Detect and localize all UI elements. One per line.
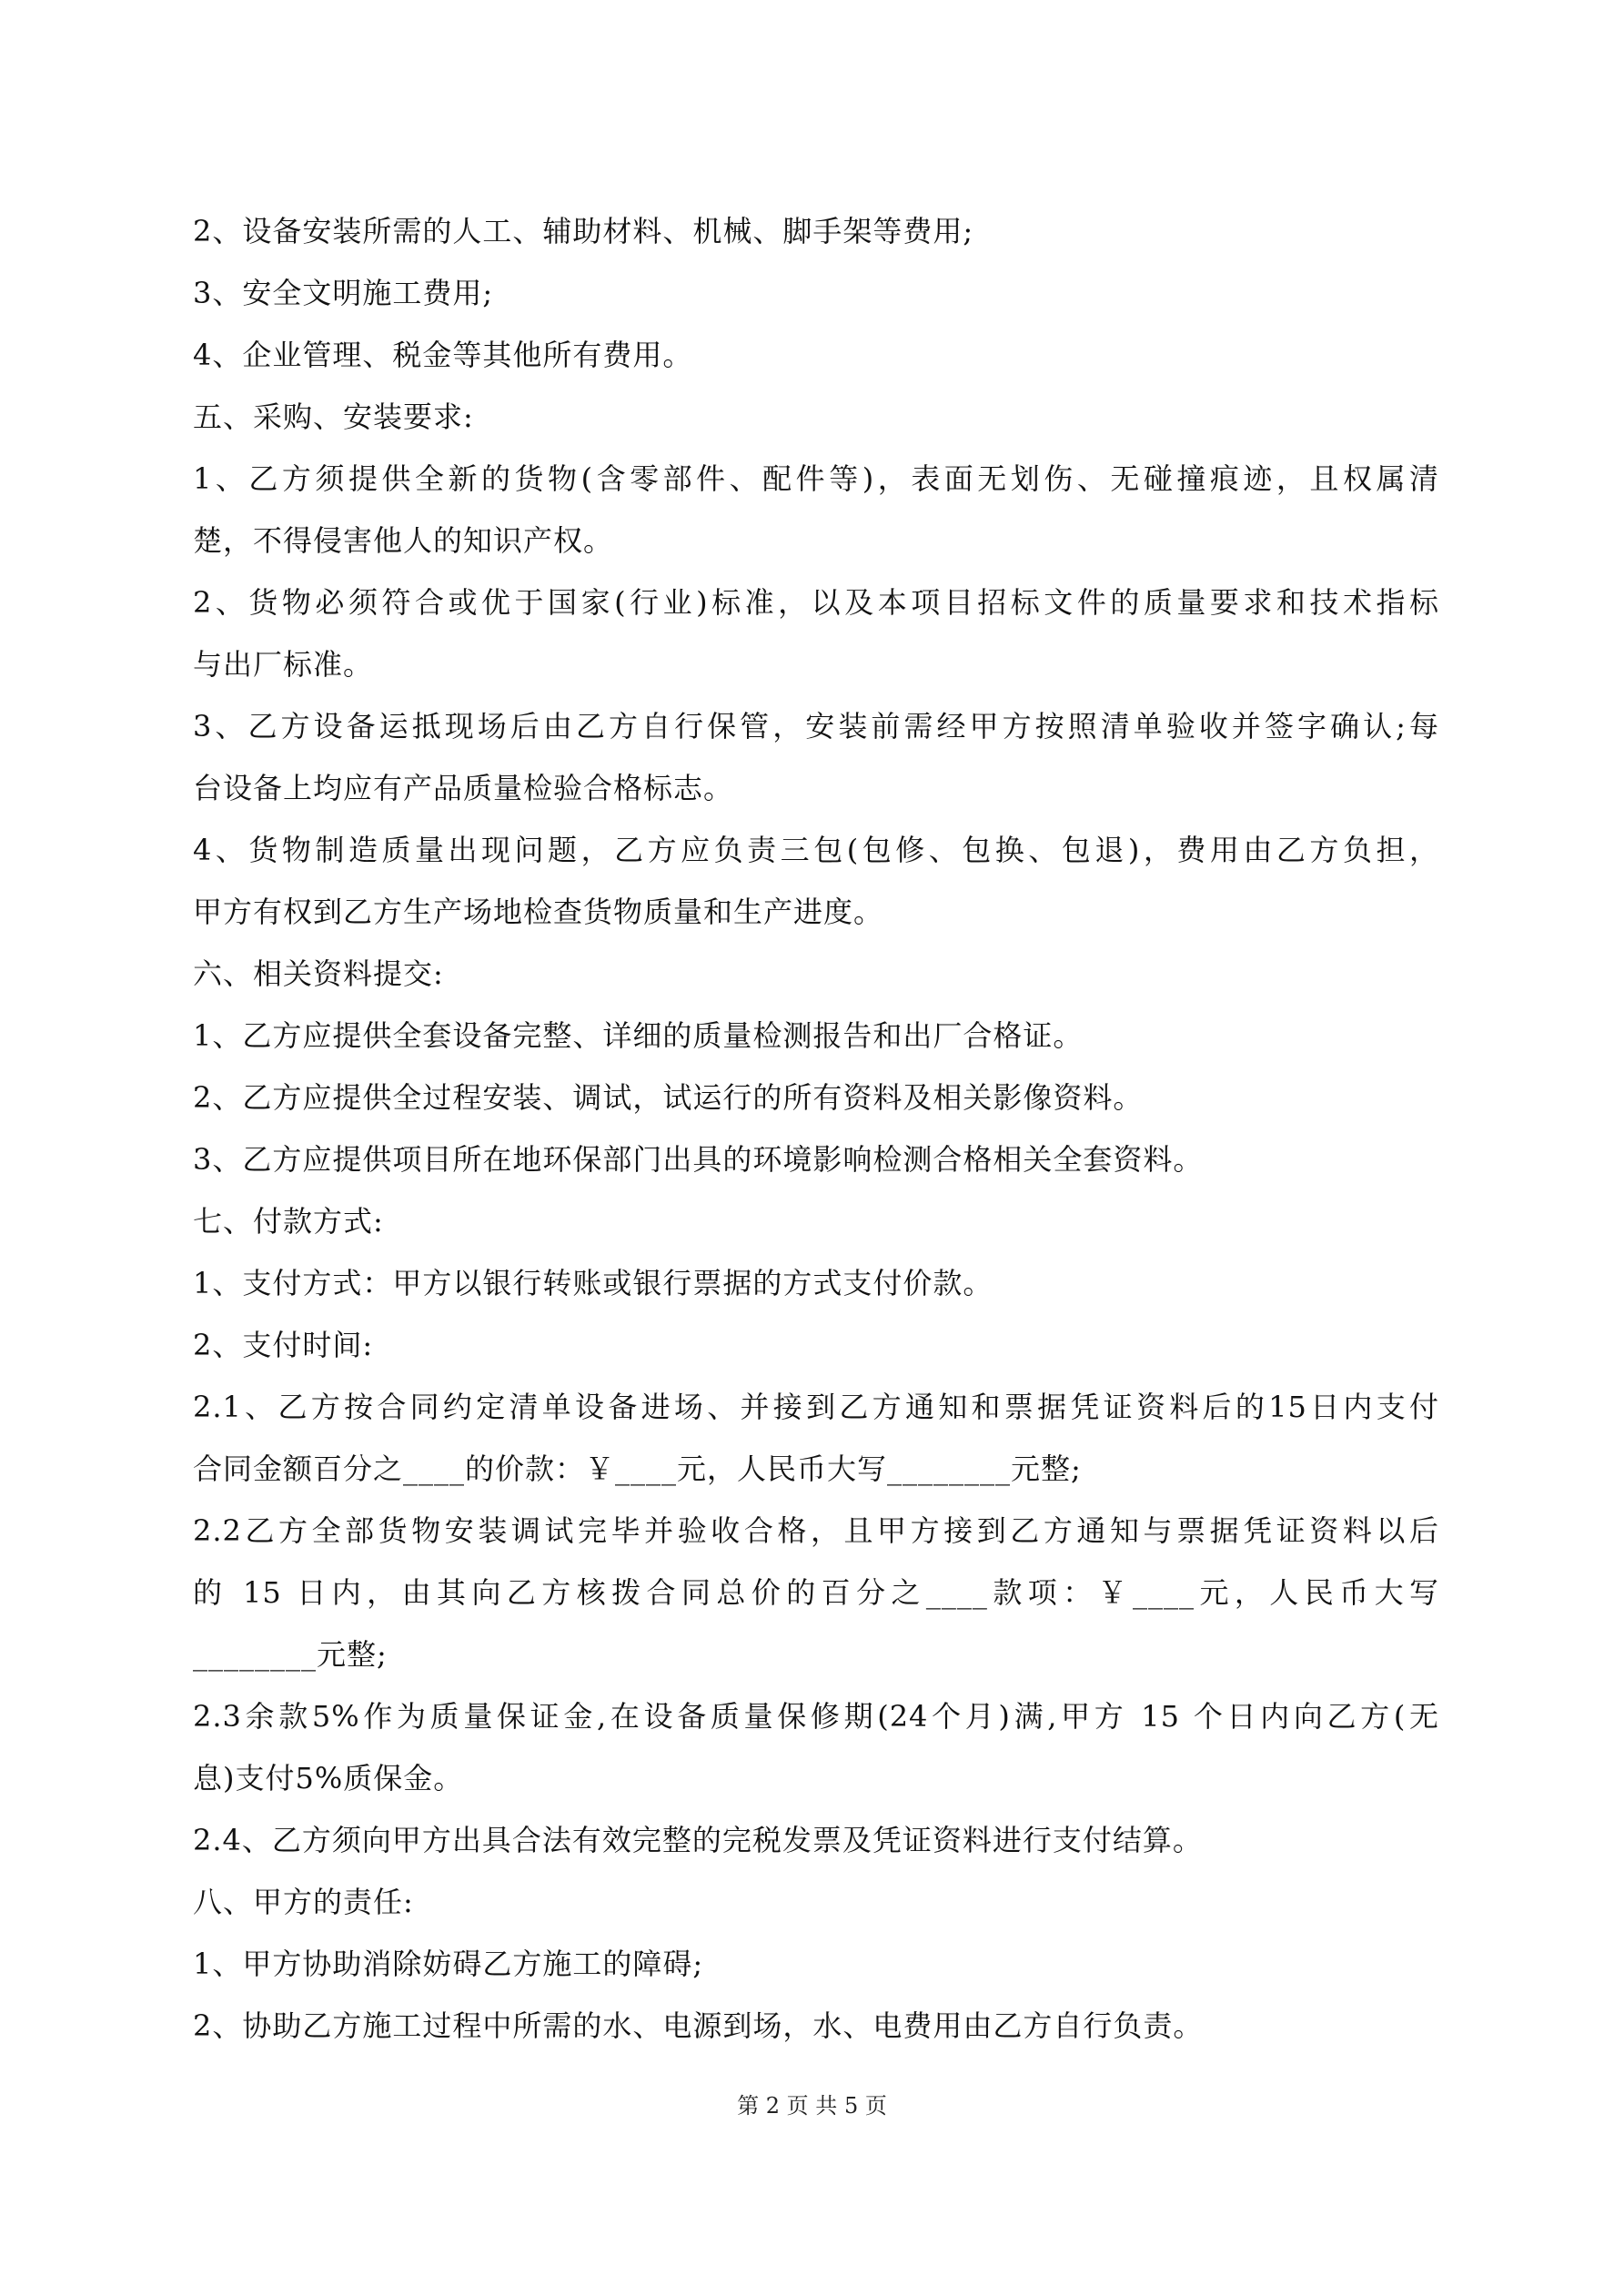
text-line: 1、甲方协助消除妨碍乙方施工的障碍;: [193, 1947, 704, 1981]
text-line: 楚，不得侵害他人的知识产权。: [193, 523, 614, 558]
text-line: 2.4、乙方须向甲方出具合法有效完整的完税发票及凭证资料进行支付结算。: [193, 1823, 1203, 1857]
text-line: 1、乙方应提供全套设备完整、详细的质量检测报告和出厂合格证。: [193, 1018, 1084, 1053]
section-heading: 八、甲方的责任:: [193, 1885, 414, 1919]
text-line: 2、货物必须符合或优于国家(行业)标准，以及本项目招标文件的质量要求和技术指标: [193, 585, 1439, 620]
text-line: 的 15 日内，由其向乙方核拨合同总价的百分之____款项：￥____元，人民币大写: [193, 1575, 1439, 1610]
section-heading: 七、付款方式:: [193, 1204, 384, 1239]
text-line: 息)支付5%质保金。: [193, 1761, 464, 1795]
text-line: 3、乙方应提供项目所在地环保部门出具的环境影响检测合格相关全套资料。: [193, 1142, 1204, 1177]
text-line: 甲方有权到乙方生产场地检查货物质量和生产进度。: [193, 895, 884, 929]
page-number: 第 2 页 共 5 页: [737, 2093, 887, 2119]
text-line: 1、支付方式：甲方以银行转账或银行票据的方式支付价款。: [193, 1266, 994, 1300]
text-line: 台设备上均应有产品质量检验合格标志。: [193, 771, 734, 805]
text-line: 2.1、乙方按合同约定清单设备进场、并接到乙方通知和票据凭证资料后的15日内支付: [193, 1390, 1439, 1424]
text-line: 合同金额百分之____的价款：￥____元，人民币大写________元整;: [193, 1451, 1082, 1486]
text-line: 2、乙方应提供全过程安装、调试，试运行的所有资料及相关影像资料。: [193, 1080, 1144, 1115]
section-heading: 五、采购、安装要求:: [193, 400, 474, 434]
text-line: 与出厂标准。: [193, 647, 374, 682]
text-line: 2.3余款5%作为质量保证金,在设备质量保修期(24个月)满,甲方 15 个日内向乙方(无: [193, 1699, 1439, 1734]
text-line: 3、安全文明施工费用;: [193, 276, 494, 310]
text-line: 2、支付时间:: [193, 1328, 374, 1362]
text-line: 4、企业管理、税金等其他所有费用。: [193, 338, 693, 372]
text-line: 1、乙方须提供全新的货物(含零部件、配件等)，表面无划伤、无碰撞痕迹，且权属清: [193, 461, 1439, 496]
section-heading: 六、相关资料提交:: [193, 956, 444, 991]
document-body: [193, 200, 1439, 2057]
text-line: ________元整;: [193, 1637, 388, 1672]
text-line: 2、协助乙方施工过程中所需的水、电源到场，水、电费用由乙方自行负责。: [193, 2008, 1204, 2043]
text-line: 3、乙方设备运抵现场后由乙方自行保管，安装前需经甲方按照清单验收并签字确认;每: [193, 709, 1439, 743]
text-line: 2.2乙方全部货物安装调试完毕并验收合格，且甲方接到乙方通知与票据凭证资料以后: [193, 1513, 1439, 1548]
text-line: 4、货物制造质量出现问题，乙方应负责三包(包修、包换、包退)，费用由乙方负担，: [193, 833, 1439, 867]
text-line: 2、设备安装所需的人工、辅助材料、机械、脚手架等费用;: [193, 214, 974, 248]
